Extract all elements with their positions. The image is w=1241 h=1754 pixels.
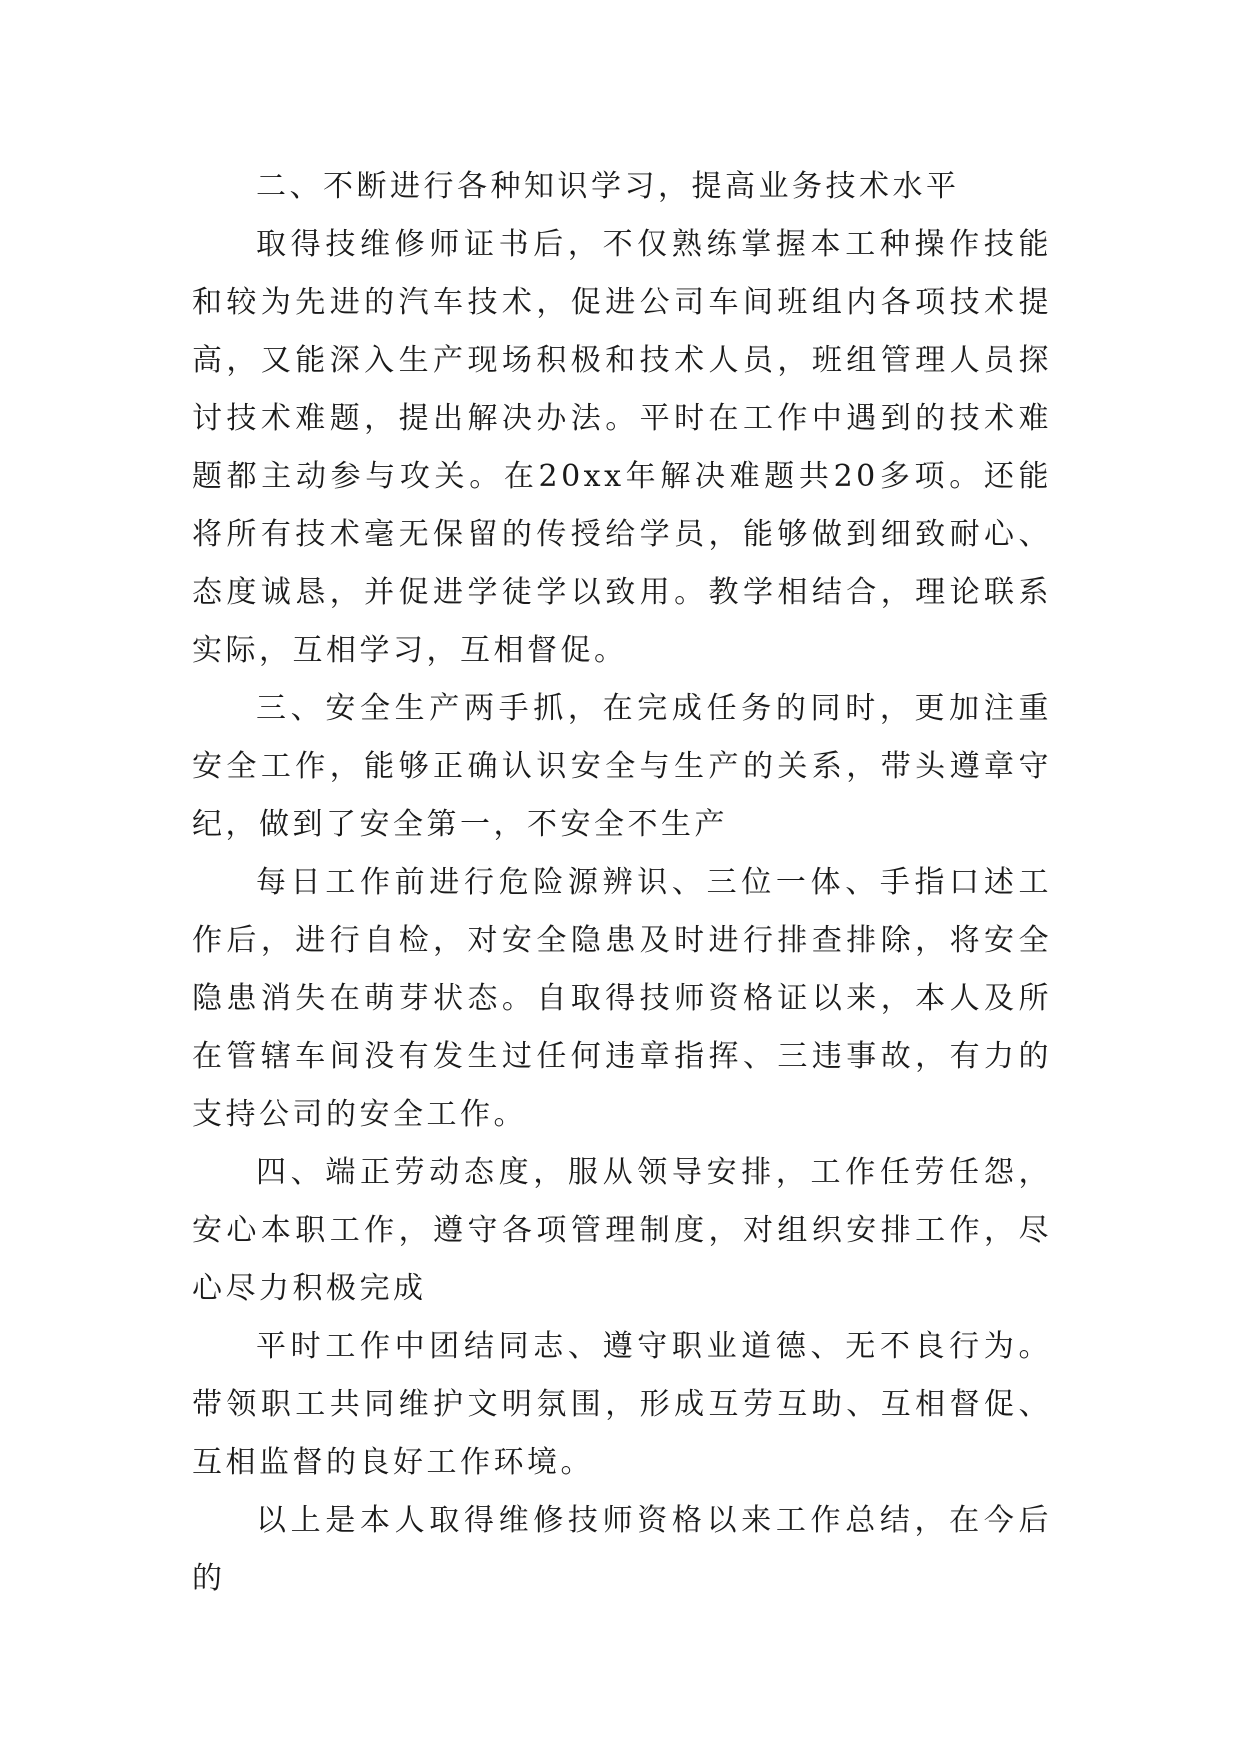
paragraph-technical-skills: 取得技维修师证书后，不仅熟练掌握本工种操作技能和较为先进的汽车技术，促进公司车间班组内各项技术提高，又能深入生产现场积极和技术人员，班组管理人员探讨技术难题，提出解决办法。平时在工作中遇到的技术难题都主动参与攻关。在20xx年解决难题共20多项。还能将所有技术毫无保留的传授给学员，能够做到细致耐心、态度诚恳，并促进学徒学以致用。教学相结合，理论联系实际，互相学习，互相督促。: [192, 227, 1052, 668]
section-heading-3: 三、安全生产两手抓，在完成任务的同时，更加注重安全工作，能够正确认识安全与生产的关系，带头遵章守纪，做到了安全第一，不安全不生产: [192, 691, 1052, 842]
paragraph-summary: 以上是本人取得维修技师资格以来工作总结，在今后的: [192, 1503, 1052, 1596]
paragraph-work-ethics: 平时工作中团结同志、遵守职业道德、无不良行为。带领职工共同维护文明氛围，形成互劳互助、互相督促、互相监督的良好工作环境。: [192, 1329, 1052, 1480]
document-body: [192, 158, 1052, 1608]
paragraph-safety-work: 每日工作前进行危险源辨识、三位一体、手指口述工作后，进行自检，对安全隐患及时进行排查排除，将安全隐患消失在萌芽状态。自取得技师资格证以来，本人及所在管辖车间没有发生过任何违章指挥、三违事故，有力的支持公司的安全工作。: [192, 865, 1052, 1132]
section-heading-4: 四、端正劳动态度，服从领导安排，工作任劳任怨，安心本职工作，遵守各项管理制度，对组织安排工作，尽心尽力积极完成: [192, 1155, 1052, 1306]
section-heading-2: 二、不断进行各种知识学习，提高业务技术水平: [256, 169, 960, 204]
